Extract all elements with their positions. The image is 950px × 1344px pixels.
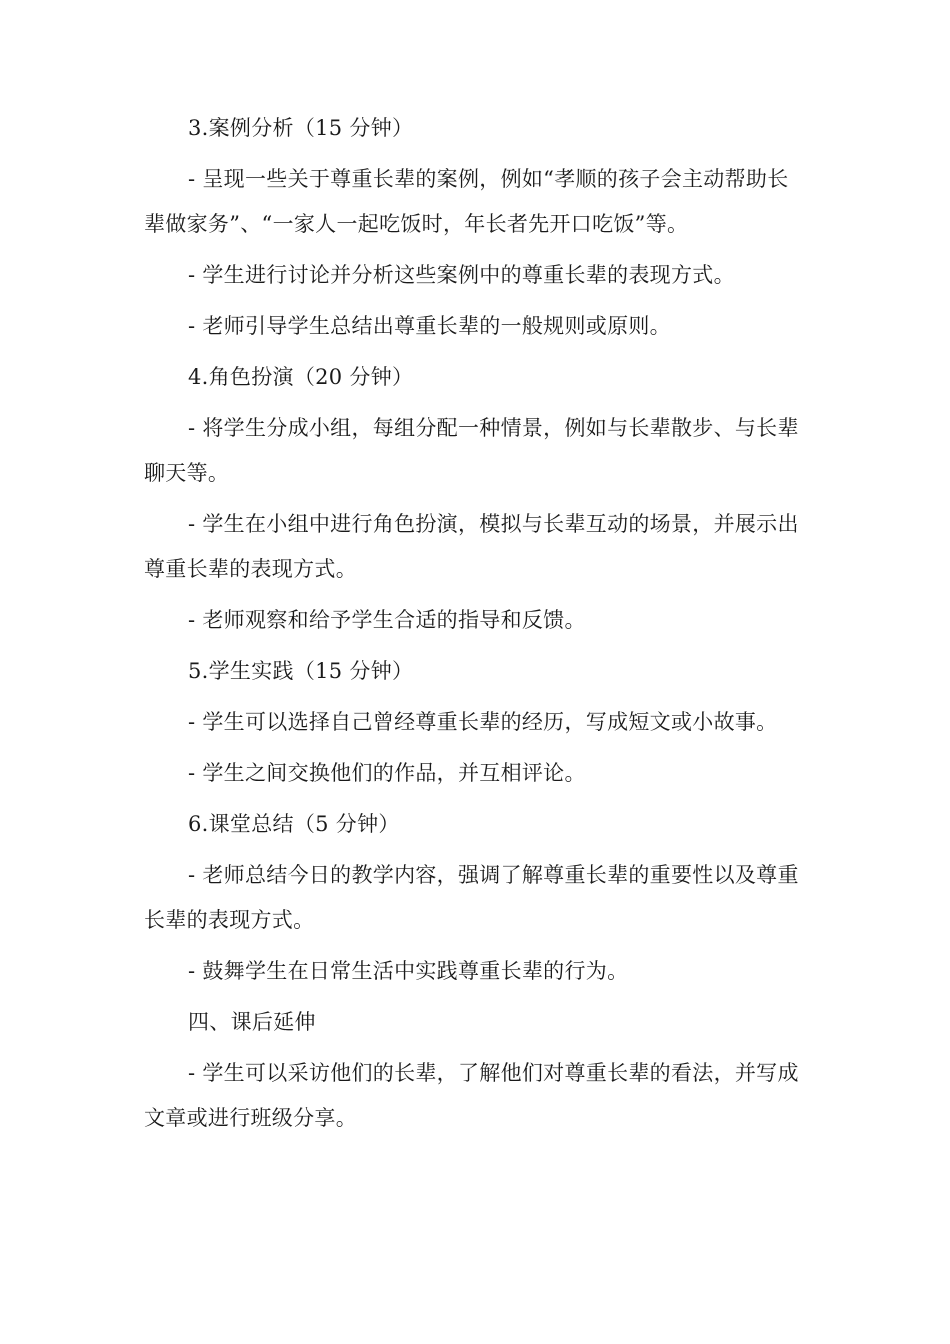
paragraph: - 老师观察和给予学生合适的指导和反馈。 (188, 608, 586, 632)
section-heading-extension: 四、课后延伸 (188, 1010, 316, 1034)
paragraph: - 学生之间交换他们的作品，并互相评论。 (188, 761, 586, 785)
section-heading-class-summary: 6.课堂总结（5 分钟） (188, 812, 400, 836)
document-body (144, 106, 806, 1147)
paragraph: - 学生在小组中进行角色扮演，模拟与长辈互动的场景，并展示出尊重长辈的表现方式。 (144, 512, 799, 581)
section-heading-student-practice: 5.学生实践（15 分钟） (188, 659, 414, 683)
paragraph: - 学生进行讨论并分析这些案例中的尊重长辈的表现方式。 (188, 263, 735, 287)
paragraph: - 学生可以采访他们的长辈，了解他们对尊重长辈的看法，并写成文章或进行班级分享。 (144, 1061, 799, 1130)
paragraph: - 鼓舞学生在日常生活中实践尊重长辈的行为。 (188, 959, 629, 983)
paragraph: - 老师引导学生总结出尊重长辈的一般规则或原则。 (188, 314, 671, 338)
paragraph: - 将学生分成小组，每组分配一种情景，例如与长辈散步、与长辈聊天等。 (144, 416, 799, 485)
paragraph: - 呈现一些关于尊重长辈的案例，例如“孝顺的孩子会主动帮助长辈做家务”、“一家人一起吃饭时，年长者先开口吃饭”等。 (144, 167, 789, 236)
paragraph: - 老师总结今日的教学内容，强调了解尊重长辈的重要性以及尊重长辈的表现方式。 (144, 863, 799, 932)
section-heading-role-play: 4.角色扮演（20 分钟） (188, 365, 414, 389)
paragraph: - 学生可以选择自己曾经尊重长辈的经历，写成短文或小故事。 (188, 710, 778, 734)
section-heading-case-analysis: 3.案例分析（15 分钟） (188, 116, 414, 140)
